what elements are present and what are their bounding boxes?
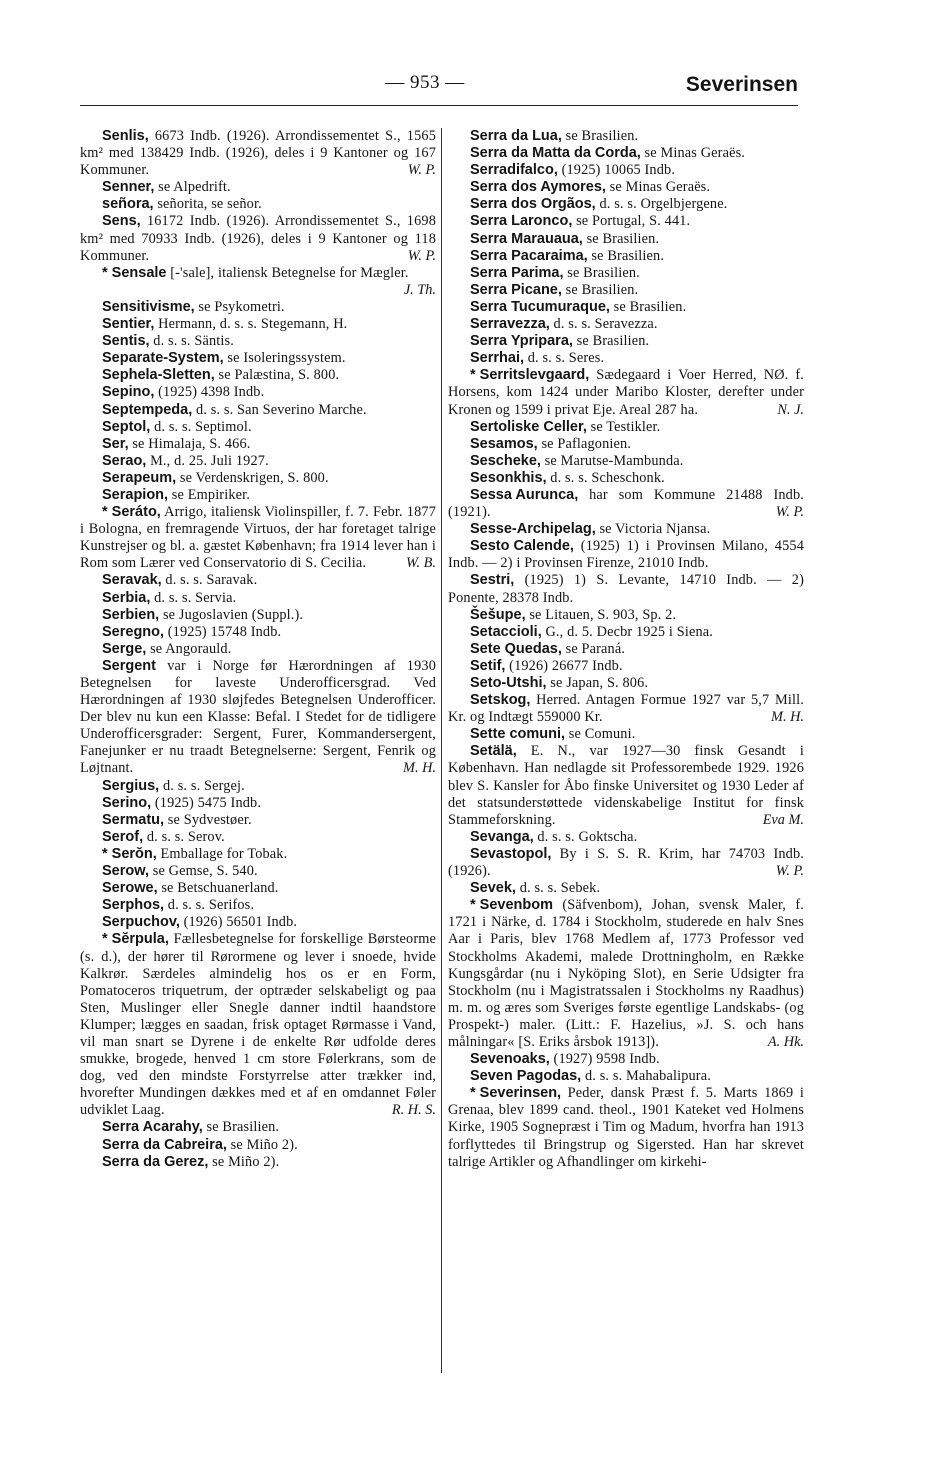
- dictionary-entry: [448, 299, 804, 316]
- entry-text: 16172 Indb. (1926). Arrondissementet S., 1698 km² med 70933 Indb. (1926), deles i 9 Kantoner og 118 Kommuner.: [80, 213, 436, 264]
- entry-headword: Sensitivisme,: [102, 298, 195, 315]
- entry-text: har som Kommune 21488 Indb. (1921).: [448, 486, 804, 521]
- entry-headword: Serbien,: [102, 606, 160, 623]
- entry-headword: Senner,: [102, 179, 155, 196]
- entry-headword: Serapion,: [102, 486, 169, 503]
- dictionary-entry: [80, 880, 436, 897]
- entry-text: M., d. 25. Juli 1927.: [146, 452, 269, 469]
- entry-text: (1925) 1) S. Levante, 14710 Indb. — 2) Ponente, 28378 Indb.: [448, 572, 804, 606]
- entry-headword: Sephela-Sletten,: [102, 367, 215, 384]
- entry-headword: Serra Acarahy,: [102, 1119, 203, 1136]
- dictionary-entry: [80, 402, 436, 419]
- entry-text: d. s. s. Servia.: [150, 589, 237, 606]
- entry-text: se Psykometri.: [194, 298, 285, 315]
- dictionary-entry: [80, 829, 436, 846]
- dictionary-entry: [448, 572, 804, 606]
- entry-text: var i Norge før Hærordningen af 1930 Betegnelsen for laveste Underofficersgrad. Ved Hærordningen af 1930 sløjfedes Betegnelsen Underofficer. Der blev nu kun een Klasse: Befal. I Stedet for de tidligere Underofficersgrader: Sergent, Furer, Kommandersergent, Fanejunker er nu traadt Betegnelserne: Sergent, Fenrik og Løjtnant.: [80, 657, 436, 777]
- entry-headword: Sergent: [102, 657, 156, 674]
- dictionary-entry: [448, 145, 804, 162]
- entry-text: Fællesbetegnelse for forskellige Børsteorme (s. d.), der hører til Rørormene og lever i snoede, hvide Kalkrør. Særdeles almindelig hos os er en Form, Pomatoceros triquetrum, der optræder selskabeligt og paa Sten, Muslinger eller Snegle danner indtil haandstore Klumper; lægges en saadan, frisk optaget Rørmasse i Vand, vil man snart se Dyrene i de enkelte Rør udfolde deres smukke, brogede, henved 1 cm store Følerkrans, som de dog, ved den mindste Forstyrrelse atter trækker ind, hvorefter Mundingen dækkes med et af en omdannet Føler udviklet Laag.: [80, 931, 436, 1119]
- entry-headword: Separate-System,: [102, 350, 224, 367]
- entry-headword: Serge,: [102, 640, 147, 657]
- entry-headword: Serof,: [102, 828, 144, 845]
- entry-headword: * Severinsen,: [470, 1085, 562, 1102]
- entry-text: (Säfvenbom), Johan, svensk Maler, f. 1721 i Närke, d. 1784 i Stockholm, studerede en halv Snes Aar i Paris, blev 1768 Medlem af, 1773 Professor ved Stockholms Akademi, malede Drottningholm, en Række Kungsgårdar (nu i Nyköping Slot), en Serie Udsigter fra Stockholm (nu i Magistratssalen i Stockholms ny Raadhus) m. m. og æres som Sveriges første egentlige Landskabs- (og Prospekt-) maler. (Litt.: F. Hazelius, »J. S. och hans målningar« [S. Eriks årsbok 1913]).: [448, 897, 804, 1050]
- entry-text: Herred. Antagen Formue 1927 var 5,7 Mill. Kr. og Indtægt 559000 Kr.: [448, 692, 804, 726]
- dictionary-entry: [448, 196, 804, 213]
- page-number: — 953 —: [385, 72, 465, 93]
- dictionary-entry: [80, 914, 436, 931]
- entry-text: d. s. s. Septimol.: [150, 418, 252, 435]
- author-signature: Eva M.: [762, 811, 804, 828]
- entry-headword: Seto-Utshi,: [470, 675, 547, 691]
- dictionary-entry: [448, 521, 804, 538]
- dictionary-entry: [448, 350, 804, 367]
- dictionary-entry: [80, 419, 436, 436]
- entry-headword: Sestri,: [470, 572, 515, 589]
- entry-text: señorita, se señor.: [153, 196, 262, 213]
- entry-headword: Sevastopol,: [470, 845, 552, 862]
- entry-headword: * Serritslevgaard,: [470, 367, 590, 384]
- dictionary-entry: [448, 829, 804, 846]
- entry-headword: Sevek,: [470, 880, 516, 897]
- entry-headword: Sens,: [102, 213, 141, 230]
- entry-text: se Betschuanerland.: [157, 880, 279, 897]
- entry-headword: * Serŏn,: [102, 845, 157, 862]
- dictionary-entry: [80, 778, 436, 795]
- entry-text: d. s. s. Seravezza.: [549, 316, 658, 333]
- dictionary-entry: [448, 470, 804, 487]
- dictionary-entry: [448, 1085, 804, 1170]
- dictionary-entry: [80, 487, 436, 504]
- entry-text: se Miño 2).: [226, 1136, 298, 1153]
- entry-text: Sædegaard i Voer Herred, NØ. f. Horsens, kom 1424 under Maribo Kloster, derefter under Kronen og 1599 i privat Eje. Areal 287 ha.: [448, 367, 804, 418]
- entry-text: d. s. s. Scheschonk.: [546, 469, 665, 486]
- dictionary-entry: [80, 128, 436, 179]
- entry-text: se Paraná.: [561, 640, 626, 657]
- dictionary-entry: [448, 282, 804, 299]
- author-signature: R. H. S.: [391, 1102, 436, 1119]
- entry-text: Peder, dansk Præst f. 5. Marts 1869 i Grenaa, blev 1899 cand. theol., 1901 Kateket ved Holmens Kirke, 1905 Sognepræst i Tim og Madum, hvorfra han 1913 forflyttedes til Bringstrup og Sigersted. Han har skrevet talrige Artikler og Afhandlinger om kirkehi-: [448, 1085, 804, 1170]
- entry-headword: Setälä,: [470, 743, 517, 760]
- entry-text: se Brasilien.: [587, 247, 665, 264]
- entry-text: se Brasilien.: [561, 281, 639, 298]
- dictionary-entry: [448, 213, 804, 230]
- dictionary-entry: [448, 846, 804, 880]
- entry-text: se Litauen, S. 903, Sp. 2.: [525, 606, 677, 623]
- left-column: [80, 128, 436, 1171]
- entry-headword: Sevanga,: [470, 828, 534, 845]
- entry-text: se Paflagonien.: [537, 435, 632, 452]
- entry-headword: Serowe,: [102, 880, 158, 897]
- entry-text: se Brasilien.: [561, 128, 639, 144]
- page-header: [0, 0, 936, 110]
- entry-headword: Serbia,: [102, 589, 151, 606]
- entry-text: se Comuni.: [565, 726, 636, 743]
- dictionary-entry: [448, 179, 804, 196]
- entry-headword: Serpuchov,: [102, 914, 180, 931]
- dictionary-entry: [80, 641, 436, 658]
- dictionary-entry: [448, 1068, 804, 1085]
- dictionary-entry: [448, 128, 804, 145]
- entry-headword: Sentis,: [102, 333, 150, 350]
- entry-headword: Sepino,: [102, 384, 155, 401]
- entry-headword: Serapeum,: [102, 469, 177, 486]
- dictionary-entry: [80, 1137, 436, 1154]
- entry-text: se Palæstina, S. 800.: [214, 367, 340, 384]
- dictionary-entry: [448, 607, 804, 624]
- entry-text: se Brasilien.: [609, 298, 687, 315]
- entry-text: d. s. s. Saravak.: [161, 572, 258, 589]
- running-head: Severinsen: [685, 73, 798, 96]
- entry-text: d. s. s. Seres.: [524, 350, 605, 367]
- dictionary-entry: [448, 1051, 804, 1068]
- entry-text: d. s. s. San Severino Marche.: [192, 401, 367, 418]
- dictionary-entry: [80, 504, 436, 572]
- entry-text: se Brasilien.: [582, 230, 660, 247]
- entry-headword: Serra Laronco,: [470, 213, 573, 230]
- entry-headword: Sesto Calende,: [470, 538, 574, 555]
- dictionary-entry: [448, 333, 804, 350]
- entry-text: se Victoria Njansa.: [595, 521, 711, 538]
- entry-text: se Minas Geraës.: [605, 179, 711, 196]
- entry-text: se Miño 2).: [208, 1153, 280, 1170]
- entry-headword: Septempeda,: [102, 401, 193, 418]
- dictionary-entry: [448, 162, 804, 179]
- entry-text: (1925) 5475 Indb.: [151, 794, 262, 811]
- entry-headword: señora,: [102, 196, 154, 213]
- dictionary-entry: [448, 897, 804, 1051]
- author-signature: W. P.: [775, 504, 804, 521]
- entry-text: se Himalaja, S. 466.: [128, 435, 251, 452]
- entry-headword: Serphos,: [102, 897, 165, 914]
- author-signature: A. Hk.: [767, 1033, 804, 1050]
- author-signature: J. Th.: [403, 281, 436, 298]
- entry-text: se Jugoslavien (Suppl.).: [159, 606, 304, 623]
- entry-headword: * Sĕrpula,: [102, 931, 169, 948]
- entry-text: se Gemse, S. 540.: [149, 863, 258, 880]
- entry-text: Hermann, d. s. s. Stegemann, H.: [154, 316, 348, 333]
- entry-text: (1925) 15748 Indb.: [164, 623, 282, 640]
- entry-text: Emballage for Tobak.: [156, 845, 288, 862]
- entry-text: se Empiriker.: [168, 486, 250, 503]
- entry-text: [-'sale], italiensk Betegnelse for Mægler.: [166, 264, 409, 281]
- entry-headword: Sescheke,: [470, 452, 541, 469]
- dictionary-entry: [448, 487, 804, 521]
- dictionary-entry: [448, 641, 804, 658]
- entry-text: (1926) 26677 Indb.: [505, 657, 623, 674]
- entry-text: (1925) 10065 Indb.: [557, 162, 676, 179]
- entry-headword: Serino,: [102, 794, 152, 811]
- entry-text: se Sydvestøer.: [164, 811, 252, 828]
- dictionary-entry: [80, 931, 436, 1119]
- dictionary-entry: [448, 419, 804, 436]
- entry-headword: Sertoliske Celler,: [470, 418, 587, 435]
- entry-headword: Ser,: [102, 435, 129, 452]
- dictionary-entry: [448, 726, 804, 743]
- dictionary-entry: [80, 1154, 436, 1171]
- entry-headword: Seregno,: [102, 623, 165, 640]
- entry-headword: Serao,: [102, 452, 147, 469]
- entry-text: se Brasilien.: [202, 1119, 280, 1136]
- entry-text: E. N., var 1927—30 finsk Gesandt i København. Han nedlagde sit Professorembede 1929. 1926 blev S. Kansler for Åbo finske Universitet og 1930 Leder af det statsunderstøttede videnskabelige Institut for finsk Stammeforskning.: [448, 743, 804, 828]
- entry-text: se Testikler.: [586, 418, 661, 435]
- entry-headword: Serra da Cabreira,: [102, 1136, 227, 1153]
- author-signature: W. P.: [407, 162, 436, 179]
- entry-headword: Sermatu,: [102, 811, 165, 828]
- dictionary-entry: [80, 213, 436, 264]
- dictionary-entry: [448, 248, 804, 265]
- entry-headword: Serra da Matta da Corda,: [470, 145, 641, 162]
- dictionary-entry: [448, 316, 804, 333]
- entry-text: se Minas Geraës.: [640, 145, 746, 162]
- author-signature: M. H.: [771, 709, 804, 726]
- entry-headword: Sessa Aurunca,: [470, 486, 579, 503]
- entry-text: se Angorauld.: [146, 640, 232, 657]
- entry-text: 6673 Indb. (1926). Arrondissementet S., 1565 km² med 138429 Indb. (1926), deles i 9 Kantoner og 167 Kommuner.: [80, 128, 436, 179]
- entry-text: d. s. s. Mahabalipura.: [581, 1068, 711, 1085]
- entry-headword: Seravak,: [102, 572, 162, 589]
- dictionary-entry: [80, 863, 436, 880]
- entry-headword: Serra Pacaraima,: [470, 247, 588, 264]
- entry-headword: Sesonkhis,: [470, 469, 547, 486]
- entry-headword: Serrhai,: [470, 350, 524, 367]
- entry-headword: Serra Marauaua,: [470, 230, 583, 247]
- dictionary-entry: [80, 179, 436, 196]
- entry-text: se Brasilien.: [572, 333, 650, 350]
- entry-text: se Japan, S. 806.: [546, 675, 649, 691]
- author-signature: W. B.: [405, 555, 436, 572]
- entry-text: (1925) 4398 Indb.: [154, 384, 265, 401]
- entry-headword: Serra Picane,: [470, 281, 562, 298]
- entry-headword: Serradifalco,: [470, 162, 558, 179]
- dictionary-entry: [80, 572, 436, 589]
- entry-headword: Sevenoaks,: [470, 1051, 550, 1068]
- entry-headword: Serra dos Orgãos,: [470, 196, 596, 213]
- entry-headword: Seven Pagodas,: [470, 1068, 582, 1085]
- entry-headword: Šešupe,: [470, 606, 526, 623]
- entry-text: d. s. s. Sergej.: [159, 777, 245, 794]
- entry-text: d. s. s. Sebek.: [515, 880, 601, 897]
- dictionary-entry: [80, 897, 436, 914]
- entry-text: (1925) 1) i Provinsen Milano, 4554 Indb. — 2) i Provinsen Firenze, 21010 Indb.: [448, 538, 804, 572]
- entry-text: Arrigo, italiensk Violinspiller, f. 7. Febr. 1877 i Bologna, en fremragende Virtuos, der har foretaget talrige Kunstrejser og bl. a. gæstet København; fra 1914 lever han i Rom som Lærer ved Conservatorio di S. Cecilia.: [80, 504, 436, 572]
- entry-text: (1927) 9598 Indb.: [549, 1051, 660, 1068]
- dictionary-entry: [448, 743, 804, 828]
- dictionary-entry: [80, 333, 436, 350]
- dictionary-entry: [80, 453, 436, 470]
- dictionary-entry: [448, 880, 804, 897]
- dictionary-entry: [80, 367, 436, 384]
- author-signature: M. H.: [403, 760, 436, 777]
- dictionary-entry: [448, 692, 804, 726]
- entry-text: d. s. s. Orgelbjergene.: [595, 196, 728, 213]
- entry-headword: Sergius,: [102, 777, 160, 794]
- entry-text: d. s. s. Goktscha.: [533, 828, 638, 845]
- entry-headword: Serravezza,: [470, 316, 550, 333]
- dictionary-entry: [80, 795, 436, 812]
- entry-headword: * Sensale: [102, 264, 167, 281]
- entry-headword: Septol,: [102, 418, 151, 435]
- entry-headword: Serra Ypripara,: [470, 333, 573, 350]
- dictionary-entry: [448, 658, 804, 675]
- dictionary-entry: [80, 265, 436, 299]
- dictionary-entry: [80, 384, 436, 401]
- entry-headword: Sesse-Archipelag,: [470, 521, 596, 538]
- entry-headword: Serow,: [102, 863, 150, 880]
- dictionary-entry: [80, 607, 436, 624]
- dictionary-entry: [80, 470, 436, 487]
- dictionary-entry: [80, 1119, 436, 1136]
- entry-headword: Setaccioli,: [470, 623, 542, 640]
- column-divider: [441, 128, 442, 1373]
- dictionary-entry: [448, 231, 804, 248]
- dictionary-entry: [80, 658, 436, 778]
- dictionary-entry: [448, 675, 804, 692]
- entry-text: d. s. s. Serov.: [143, 828, 225, 845]
- entry-text: se Brasilien.: [563, 264, 640, 281]
- entry-headword: Serra da Lua,: [470, 128, 562, 144]
- entry-headword: Sesamos,: [470, 435, 538, 452]
- author-signature: W. P.: [775, 863, 804, 880]
- entry-text: G., d. 5. Decbr 1925 i Siena.: [541, 623, 714, 640]
- dictionary-entry: [80, 812, 436, 829]
- entry-headword: Serra dos Aymores,: [470, 179, 606, 196]
- entry-text: se Marutse-Mambunda.: [540, 452, 684, 469]
- entry-text: By i S. S. R. Krim, har 74703 Indb. (1926).: [448, 845, 804, 880]
- header-rule: [80, 105, 798, 106]
- entry-headword: Serra Tucumuraque,: [470, 298, 610, 315]
- entry-headword: Setif,: [470, 657, 506, 674]
- dictionary-entry: [80, 350, 436, 367]
- entry-text: se Isoleringssystem.: [223, 350, 346, 367]
- entry-headword: Sentier,: [102, 316, 155, 333]
- entry-text: d. s. s. Serifos.: [164, 897, 255, 914]
- entry-headword: * Seráto,: [102, 504, 161, 521]
- entry-headword: Senlis,: [102, 128, 149, 144]
- entry-text: se Alpedrift.: [154, 179, 231, 196]
- dictionary-entry: [80, 196, 436, 213]
- dictionary-entry: [448, 436, 804, 453]
- dictionary-entry: [448, 453, 804, 470]
- dictionary-entry: [448, 367, 804, 418]
- entry-headword: Setskog,: [470, 692, 531, 709]
- dictionary-entry: [448, 538, 804, 572]
- dictionary-entry: [448, 624, 804, 641]
- author-signature: W. P.: [407, 247, 436, 264]
- entry-headword: Sette comuni,: [470, 726, 566, 743]
- entry-text: se Portugal, S. 441.: [572, 213, 691, 230]
- dictionary-entry: [80, 590, 436, 607]
- entry-headword: Serra Parima,: [470, 264, 564, 281]
- entry-headword: Serra da Gerez,: [102, 1153, 209, 1170]
- entry-text: se Verdenskrigen, S. 800.: [176, 469, 329, 486]
- dictionary-entry: [448, 265, 804, 282]
- entry-headword: Sete Quedas,: [470, 640, 562, 657]
- entry-headword: * Sevenbom: [470, 897, 553, 914]
- dictionary-entry: [80, 316, 436, 333]
- dictionary-entry: [80, 436, 436, 453]
- dictionary-entry: [80, 846, 436, 863]
- author-signature: N. J.: [777, 401, 804, 418]
- dictionary-entry: [80, 624, 436, 641]
- dictionary-entry: [80, 299, 436, 316]
- entry-text: (1926) 56501 Indb.: [179, 914, 298, 931]
- entry-text: d. s. s. Säntis.: [149, 333, 234, 350]
- right-column: [448, 128, 804, 1171]
